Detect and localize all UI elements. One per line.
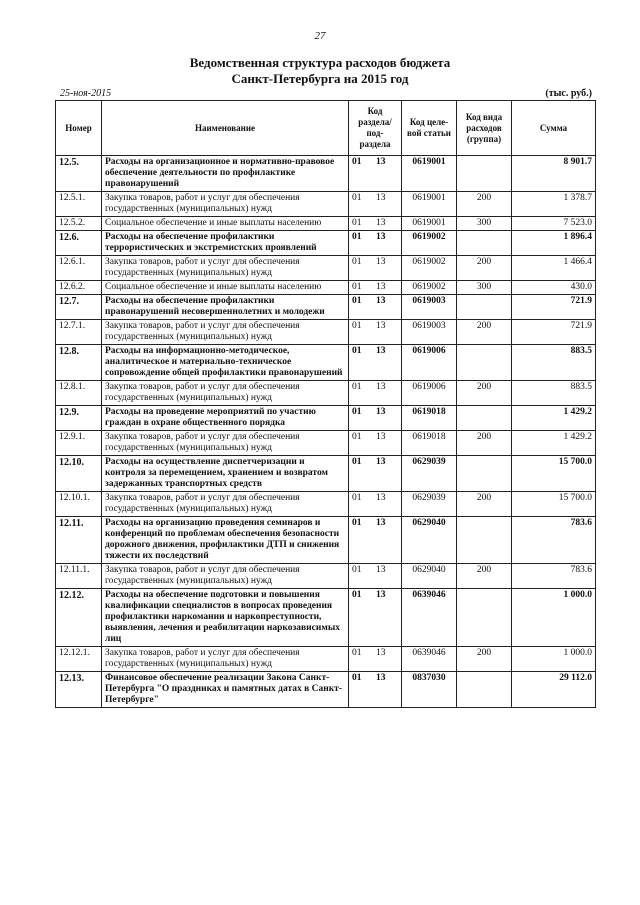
row-subsection: 13 <box>376 648 386 658</box>
row-amount: 15 700.0 <box>512 456 596 492</box>
row-number: 12.8.1. <box>56 381 102 406</box>
row-section-code <box>349 431 402 456</box>
row-expense-type <box>457 456 512 492</box>
row-section: 01 <box>352 218 362 228</box>
row-subsection: 13 <box>376 282 386 292</box>
table-row <box>56 492 596 517</box>
table-row <box>56 672 596 708</box>
row-amount: 783.6 <box>512 564 596 589</box>
row-amount: 1 466.4 <box>512 256 596 281</box>
row-name: Закупка товаров, работ и услуг для обеспечения государственных (муниципальных) нужд <box>102 320 349 345</box>
header-amount: Сумма <box>512 101 596 156</box>
row-number: 12.5.2. <box>56 217 102 231</box>
row-number: 12.13. <box>56 672 102 708</box>
row-target-code: 0619002 <box>402 281 457 295</box>
row-section: 01 <box>352 518 362 528</box>
table-header-row <box>56 101 596 156</box>
row-number: 12.6.2. <box>56 281 102 295</box>
row-name: Расходы на обеспечение профилактики правонарушений несовершеннолетних и молодежи <box>102 295 349 320</box>
row-expense-type: 300 <box>457 217 512 231</box>
row-target-code: 0619006 <box>402 345 457 381</box>
row-amount: 1 896.4 <box>512 231 596 256</box>
row-section: 01 <box>352 648 362 658</box>
header-section-code: Код раздела/ под- раздела <box>349 101 402 156</box>
row-name: Закупка товаров, работ и услуг для обеспечения государственных (муниципальных) нужд <box>102 564 349 589</box>
table-row <box>56 456 596 492</box>
row-expense-type: 200 <box>457 492 512 517</box>
row-name: Расходы на осуществление диспетчеризации и контроля за перемещением, хранением и возвратом задержанных транспортных средств <box>102 456 349 492</box>
row-section-code <box>349 345 402 381</box>
row-target-code: 0629040 <box>402 564 457 589</box>
row-name: Социальное обеспечение и иные выплаты населению <box>102 217 349 231</box>
header-target-code: Код целе- вой статьи <box>402 101 457 156</box>
row-number: 12.7. <box>56 295 102 320</box>
row-name: Закупка товаров, работ и услуг для обеспечения государственных (муниципальных) нужд <box>102 256 349 281</box>
row-section-code <box>349 406 402 431</box>
row-number: 12.11. <box>56 517 102 564</box>
table-row <box>56 320 596 345</box>
row-section: 01 <box>352 493 362 503</box>
row-amount: 1 429.2 <box>512 406 596 431</box>
row-amount: 1 429.2 <box>512 431 596 456</box>
row-section-code <box>349 192 402 217</box>
row-expense-type: 200 <box>457 431 512 456</box>
row-target-code: 0619001 <box>402 156 457 192</box>
row-section-code <box>349 564 402 589</box>
table-row <box>56 281 596 295</box>
row-number: 12.12. <box>56 589 102 647</box>
row-section-code <box>349 456 402 492</box>
row-section: 01 <box>352 193 362 203</box>
row-amount: 8 901.7 <box>512 156 596 192</box>
row-section: 01 <box>352 457 362 467</box>
row-expense-type: 300 <box>457 281 512 295</box>
row-section-code <box>349 647 402 672</box>
table-row <box>56 231 596 256</box>
row-name: Расходы на организацию проведения семинаров и конференций по проблемам обеспечения безопасности дорожного движения, профилактики ДТП и снижения тяжести их последствий <box>102 517 349 564</box>
table-row <box>56 295 596 320</box>
row-amount: 1 378.7 <box>512 192 596 217</box>
row-subsection: 13 <box>376 296 386 306</box>
table-row <box>56 381 596 406</box>
row-target-code: 0629039 <box>402 456 457 492</box>
row-number: 12.5. <box>56 156 102 192</box>
document-date: 25-ноя-2015 <box>60 88 112 99</box>
table-row <box>56 217 596 231</box>
row-subsection: 13 <box>376 590 386 600</box>
row-target-code: 0629039 <box>402 492 457 517</box>
row-number: 12.7.1. <box>56 320 102 345</box>
row-target-code: 0619018 <box>402 406 457 431</box>
row-number: 12.11.1. <box>56 564 102 589</box>
row-section: 01 <box>352 407 362 417</box>
row-target-code: 0619006 <box>402 381 457 406</box>
row-subsection: 13 <box>376 493 386 503</box>
header-name: Наименование <box>102 101 349 156</box>
row-name: Финансовое обеспечение реализации Закона Санкт-Петербурга "О праздниках и памятных датах в Санкт-Петербурге" <box>102 672 349 708</box>
row-amount: 15 700.0 <box>512 492 596 517</box>
row-subsection: 13 <box>376 518 386 528</box>
row-name: Расходы на обеспечение подготовки и повышения квалификации специалистов в вопросах проведения профилактики наркомании и наркопреступности, выявления, лечения и реабилитации наркозависимых лиц <box>102 589 349 647</box>
row-expense-type <box>457 517 512 564</box>
row-target-code: 0619002 <box>402 256 457 281</box>
row-subsection: 13 <box>376 321 386 331</box>
row-expense-type <box>457 672 512 708</box>
row-number: 12.5.1. <box>56 192 102 217</box>
row-expense-type <box>457 156 512 192</box>
row-expense-type: 200 <box>457 192 512 217</box>
title-line-2: Санкт-Петербурга на 2015 год <box>231 71 409 86</box>
row-target-code: 0619001 <box>402 192 457 217</box>
row-number: 12.10.1. <box>56 492 102 517</box>
row-section: 01 <box>352 321 362 331</box>
row-name: Расходы на обеспечение профилактики террористических и экстремистских проявлений <box>102 231 349 256</box>
row-amount: 7 523.0 <box>512 217 596 231</box>
row-expense-type <box>457 231 512 256</box>
row-section: 01 <box>352 257 362 267</box>
table-body <box>56 156 596 708</box>
row-name: Расходы на организационное и нормативно-правовое обеспечение деятельности по профилактике правонарушений <box>102 156 349 192</box>
row-section: 01 <box>352 432 362 442</box>
row-target-code: 0619018 <box>402 431 457 456</box>
row-subsection: 13 <box>376 457 386 467</box>
row-expense-type <box>457 406 512 431</box>
row-name: Закупка товаров, работ и услуг для обеспечения государственных (муниципальных) нужд <box>102 192 349 217</box>
row-section-code <box>349 320 402 345</box>
row-target-code: 0619003 <box>402 295 457 320</box>
row-section-code <box>349 231 402 256</box>
row-number: 12.6. <box>56 231 102 256</box>
table-row <box>56 431 596 456</box>
table-row <box>56 564 596 589</box>
row-number: 12.12.1. <box>56 647 102 672</box>
row-expense-type <box>457 295 512 320</box>
row-section: 01 <box>352 565 362 575</box>
row-subsection: 13 <box>376 218 386 228</box>
row-number: 12.10. <box>56 456 102 492</box>
row-amount: 1 000.0 <box>512 647 596 672</box>
header-expense-type: Код вида расходов (группа) <box>457 101 512 156</box>
units-label: (тыс. руб.) <box>545 88 592 99</box>
budget-table <box>55 100 596 708</box>
row-amount: 29 112.0 <box>512 672 596 708</box>
row-expense-type: 200 <box>457 647 512 672</box>
row-name: Закупка товаров, работ и услуг для обеспечения государственных (муниципальных) нужд <box>102 381 349 406</box>
row-expense-type <box>457 345 512 381</box>
row-section-code <box>349 672 402 708</box>
table-row <box>56 156 596 192</box>
header-number: Номер <box>56 101 102 156</box>
row-section-code <box>349 295 402 320</box>
table-row <box>56 192 596 217</box>
row-section-code <box>349 281 402 295</box>
row-section-code <box>349 517 402 564</box>
row-section-code <box>349 492 402 517</box>
row-target-code: 0619001 <box>402 217 457 231</box>
row-section-code <box>349 256 402 281</box>
row-section: 01 <box>352 673 362 683</box>
row-section: 01 <box>352 282 362 292</box>
row-name: Расходы на информационно-методическое, аналитическое и материально-техническое сопровождение общей профилактики правонарушений <box>102 345 349 381</box>
row-expense-type: 200 <box>457 320 512 345</box>
row-subsection: 13 <box>376 193 386 203</box>
row-subsection: 13 <box>376 565 386 575</box>
row-target-code: 0639046 <box>402 589 457 647</box>
title-line-1: Ведомственная структура расходов бюджета <box>189 55 451 70</box>
row-amount: 430.0 <box>512 281 596 295</box>
row-section: 01 <box>352 590 362 600</box>
row-target-code: 0639046 <box>402 647 457 672</box>
row-name: Закупка товаров, работ и услуг для обеспечения государственных (муниципальных) нужд <box>102 647 349 672</box>
row-target-code: 0837030 <box>402 672 457 708</box>
row-section: 01 <box>352 382 362 392</box>
table-row <box>56 647 596 672</box>
row-number: 12.8. <box>56 345 102 381</box>
table-row <box>56 517 596 564</box>
row-subsection: 13 <box>376 673 386 683</box>
document-title <box>0 55 640 87</box>
row-number: 12.6.1. <box>56 256 102 281</box>
row-target-code: 0619002 <box>402 231 457 256</box>
row-amount: 883.5 <box>512 381 596 406</box>
row-target-code: 0629040 <box>402 517 457 564</box>
page-number: 27 <box>314 30 326 42</box>
table-row <box>56 589 596 647</box>
table-row <box>56 345 596 381</box>
row-amount: 721.9 <box>512 295 596 320</box>
row-subsection: 13 <box>376 232 386 242</box>
row-name: Закупка товаров, работ и услуг для обеспечения государственных (муниципальных) нужд <box>102 431 349 456</box>
row-section-code <box>349 589 402 647</box>
row-expense-type: 200 <box>457 256 512 281</box>
row-subsection: 13 <box>376 432 386 442</box>
row-section-code <box>349 381 402 406</box>
row-expense-type: 200 <box>457 381 512 406</box>
table-row <box>56 406 596 431</box>
row-amount: 721.9 <box>512 320 596 345</box>
row-subsection: 13 <box>376 257 386 267</box>
row-section: 01 <box>352 346 362 356</box>
row-name: Закупка товаров, работ и услуг для обеспечения государственных (муниципальных) нужд <box>102 492 349 517</box>
row-section: 01 <box>352 296 362 306</box>
row-subsection: 13 <box>376 407 386 417</box>
row-number: 12.9. <box>56 406 102 431</box>
row-amount: 883.5 <box>512 345 596 381</box>
row-subsection: 13 <box>376 157 386 167</box>
table-row <box>56 256 596 281</box>
row-number: 12.9.1. <box>56 431 102 456</box>
row-amount: 783.6 <box>512 517 596 564</box>
row-name: Расходы на проведение мероприятий по участию граждан в охране общественного порядка <box>102 406 349 431</box>
row-subsection: 13 <box>376 346 386 356</box>
row-amount: 1 000.0 <box>512 589 596 647</box>
row-section: 01 <box>352 232 362 242</box>
row-expense-type <box>457 589 512 647</box>
row-target-code: 0619003 <box>402 320 457 345</box>
row-section-code <box>349 156 402 192</box>
row-expense-type: 200 <box>457 564 512 589</box>
row-section-code <box>349 217 402 231</box>
row-subsection: 13 <box>376 382 386 392</box>
row-section: 01 <box>352 157 362 167</box>
row-name: Социальное обеспечение и иные выплаты населению <box>102 281 349 295</box>
